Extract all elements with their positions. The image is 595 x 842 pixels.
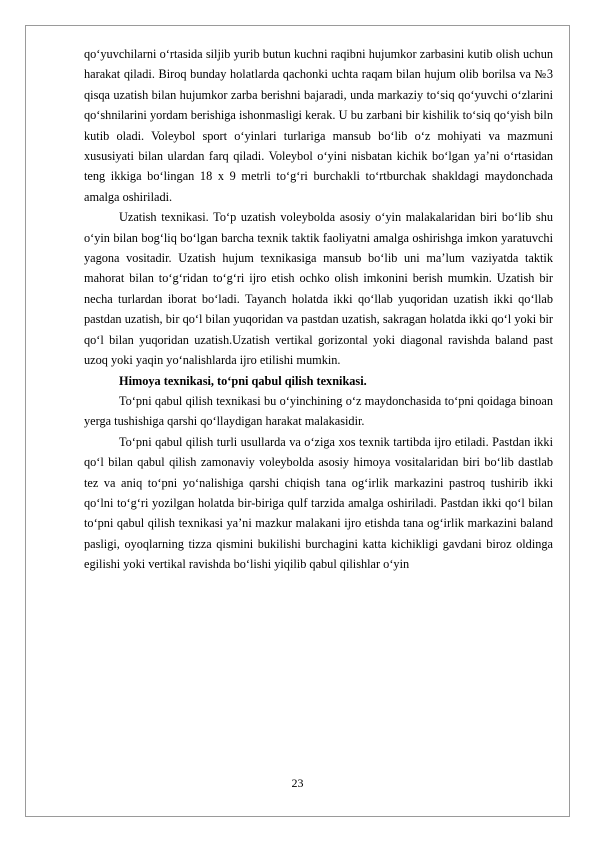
paragraph-2: Uzatish texnikasi. To‘p uzatish voleybolda asosiy o‘yin malakalaridan biri bo‘lib shu o‘yin bilan bog‘liq bo‘lgan barcha texnik taktik faoliyatni amalga oshirishga imkon yaratuvchi yagona vositadir. Uzatish hujum texnikasiga mansub bo‘lib uni ma’lum vaziyatda taktik mahorat bilan to‘g‘ridan to‘g‘ri ijro etish ochko olish imkonini berish mumkin. Uzatish bir necha turlardan iborat bo‘ladi. Tayanch holatda ikki qo‘llab yuqoridan uzatish ikki qo‘llab pastdan uzatish, bir qo‘l bilan yuqoridan va pastdan uzatish, sakragan holatda ikki qo‘l yoki bir qo‘l bilan yuqoridan uzatish.Uzatish vertikal gorizontal yoki diagonal ravishda baland past uzoq yoki yaqin yo‘nalishlarda ijro etilishi mumkin. xyxy=(84,210,553,368)
paragraph-4: To‘pni qabul qilish turli usullarda va o‘ziga xos texnik tartibda ijro etiladi. Pastdan ikki qo‘l bilan qabul qilish zamonaviy voleybolda asosiy himoya vositalaridan biri bo‘lib dastlab tez va aniq to‘pni yo‘nalishiga qarshi chiqish tana og‘irlik markazini pastroq tushirib ikki qo‘lni to‘g‘ri yozilgan holatda bir-biriga qulf tarzida amalga oshiriladi. Pastdan ikki qo‘l bilan to‘pni qabul qilish texnikasi ya’ni mazkur malakani ijro etishda tana og‘irlik markazini baland pasligi, oyoqlarning tizza qismini bukilishi burchagini katta kichikligi gavdani biroz oldinga egilishi yoki vertikal ravishda bo‘lishi yiqilib qabul qilishlar o‘yin xyxy=(84,434,553,572)
page-number: 23 xyxy=(291,776,304,790)
paragraph-1: qo‘yuvchilarni o‘rtasida siljib yurib butun kuchni raqibni hujumkor zarbasini kutib olish uchun harakat qiladi. Biroq bunday holatlarda qachonki uchta raqam bilan hujum olib borilsa va №3 qisqa uzatish bilan hujumkor zarba berishni bajaradi, unda markaziy to‘siq qo‘yuvchi o‘zlarini qo‘shnilarini yordam berishiga ishonmasligi kerak. U bu zarbani bir kishilik to‘siq qo‘yish biln kutib oladi. Voleybol sport o‘yinlari turlariga mansub bo‘lib o‘z mohiyati va mazmuni xususiyati bilan ulardan farq qiladi. Voleybol o‘yini nisbatan kichik bo‘lgan ya’ni o‘rtasidan teng ikkiga bo‘lingan 18 x 9 metrli to‘g‘ri burchakli to‘rtburchak shakldagi maydonchada amalga oshiriladi. xyxy=(84,47,553,204)
document-body xyxy=(84,44,553,575)
paragraph-3: To‘pni qabul qilish texnikasi bu o‘yinchining o‘z maydonchasida to‘pni qoidaga binoan yerga tushishiga qarshi qo‘llaydigan harakat malakasidir. xyxy=(84,393,553,429)
section-heading: Himoya texnikasi, to‘pni qabul qilish texnikasi. xyxy=(119,373,367,388)
